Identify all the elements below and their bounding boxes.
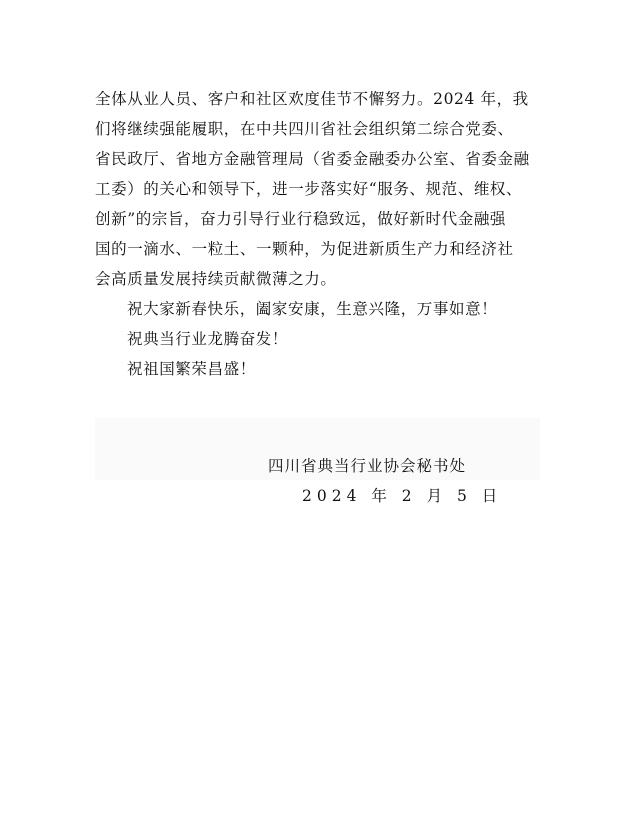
paragraph-line-6: 国的一滴水、一粒土、一颗种，为促进新质生产力和经济社 bbox=[95, 240, 514, 258]
letter-body bbox=[95, 84, 545, 384]
wish-line-2: 祝典当行业龙腾奋发！ bbox=[127, 330, 289, 348]
paragraph-line-3: 省民政厅、省地方金融管理局（省委金融委办公室、省委金融 bbox=[95, 150, 530, 168]
signature-organization: 四川省典当行业协会秘书处 bbox=[268, 457, 467, 475]
paragraph-line-4: 工委）的关心和领导下，进一步落实好“服务、规范、维权、 bbox=[95, 180, 523, 198]
paragraph-line-7: 会高质量发展持续贡献微薄之力。 bbox=[95, 270, 337, 288]
wish-line-3: 祝祖国繁荣昌盛！ bbox=[127, 360, 256, 378]
paragraph-line-1: 全体从业人员、客户和社区欢度佳节不懈努力。2024 年，我 bbox=[95, 90, 529, 108]
paragraph-line-5: 创新”的宗旨，奋力引导行业行稳致远，做好新时代金融强 bbox=[95, 210, 507, 228]
signature-date: 2024 年 2 月 5 日 bbox=[302, 487, 503, 505]
paragraph-line-2: 们将继续强能履职，在中共四川省社会组织第二综合党委、 bbox=[95, 120, 514, 138]
wish-line-1: 祝大家新春快乐，阖家安康，生意兴隆，万事如意！ bbox=[127, 300, 498, 318]
